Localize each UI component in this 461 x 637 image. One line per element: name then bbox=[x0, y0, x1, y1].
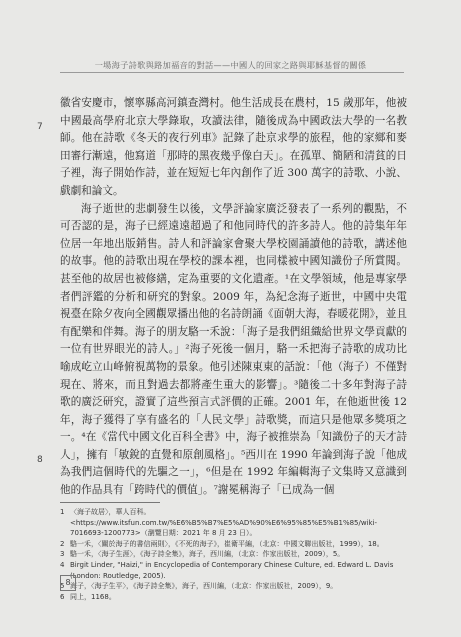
footnote bbox=[60, 549, 407, 560]
footnote-rule bbox=[60, 502, 160, 503]
footnote bbox=[60, 581, 407, 592]
footnote bbox=[60, 539, 407, 550]
footnote bbox=[60, 560, 407, 581]
paragraph: 徽省安慶市，懷寧縣高河鎮查灣村。他生活成長在農村，15 歲那年，他被中國最高學府北京大學錄取，攻讀法律，隨後成為中國政法大學的一名教師。他在詩歌《冬天的夜行列車》記錄了赴京求學的旅程，他的家鄉和麥田審行漸遠，他寫道「那時的黑夜幾乎像白天」。在孤單、簡陋和清貧的日子裡，海子開始作詩，並在短短七年內創作了近 300 萬字的詩歌、小說、戲劇和論文。 bbox=[60, 97, 407, 197]
body-text bbox=[60, 95, 407, 500]
footnote-number: 2 bbox=[60, 539, 65, 548]
footnote-text: 駱一禾，〈關於海子的書信兩則〉，《不死的海子》，崔衛平編，（北京：中國文聯出版社，1999），18。 bbox=[70, 539, 384, 548]
footnote-text: Birgit Linder, "Haizi," in Encyclopedia of Contemporary Chinese Culture, ed. Edward L. Davis (London: Routledge, 2005). bbox=[70, 560, 394, 580]
footnotes bbox=[60, 507, 407, 602]
footnote bbox=[60, 507, 407, 539]
running-header: 一場海子詩歌與路加福音的對話——中國人的回家之路與耶穌基督的關係 bbox=[94, 60, 367, 70]
footnote-number: 4 bbox=[60, 560, 65, 569]
footnote-text: 海子，〈海子生平〉，《海子詩全集》，海子，西川編，（北京：作家出版社，2009），9。 bbox=[70, 582, 338, 591]
header-rule bbox=[60, 72, 404, 73]
margin-mark: 7 bbox=[37, 122, 43, 132]
margin-mark: 8 bbox=[37, 455, 43, 465]
footnote-number: 3 bbox=[60, 550, 65, 559]
footnote-number: 6 bbox=[60, 592, 65, 601]
page-number: 8 bbox=[60, 575, 76, 591]
footnote bbox=[60, 592, 407, 603]
footnote-text: 駱一禾，〈海子生涯〉，《海子詩全集》，海子，西川編，（北京：作家出版社，2009），5。 bbox=[70, 550, 345, 559]
paragraph: 海子逝世的悲劇發生以後，文學評論家廣泛發表了一系列的觀點，不可否認的是，海子已經遠遠超過了和他同時代的許多詩人。他的詩集年年位居一年地出版銷售。詩人和評論家會聚大學校園誦讀他的詩歌，講述他的故事。他的詩歌出現在學校的課本裡，也同樣被中國知識份子所賞閱。甚至他的故居也被修繕，定為重要的文化遺產。¹在文學領域，他是專家學者們評鑑的分析和研究的對象。2009 年，為紀念海子逝世，中國中央電視臺在除夕夜向全國觀眾播出他的名詩朗誦《面朝大海，春暖花開》，並且有配樂和伴舞。海子的朋友駱一禾說：「海子是我們組織給世界文學貢獻的一位有世界眼光的詩人。」²海子死後一個月，駱一禾把海子詩歌的成功比喻成屹立山峰俯視萬物的景象。他引述陳東東的話說：「他（海子）不僅對現在、將來，而且對過去都將產生重大的影響」。³隨後二十多年對海子詩歌的廣泛研究，證實了這些預言式評價的正確。2001 年，在他逝世後 12 年，海子獲得了享有盛名的「人民文學」詩歌獎，而這只是他眾多獎項之一。⁴在《當代中國文化百科全書》中，海子被推崇為「知識份子的天才詩人」，擁有「敏銳的直覺和原創風格」。⁵西川在 1990 年論到海子說「他成為我們這個時代的先驅之一」，⁶但是在 1992 年編輯海子文集時又意識到他的作品具有「跨時代的價值」。⁷謝冕稱海子「已成為一個 bbox=[60, 202, 407, 497]
footnote-number: 5 bbox=[60, 582, 65, 591]
footnote-text: 同上，1168。 bbox=[70, 592, 116, 601]
footnote-number: 1 bbox=[60, 508, 65, 516]
footnote-text: 〈海子故居〉，華人百科。<https://www.itsfun.com.tw/%E6%B5%B7%E5%AD%90%E6%95%85%E5%B1%85/wiki-7016693-1200773>（瀏覽日期：2021 年 8 月 23 日）。 bbox=[70, 508, 378, 538]
